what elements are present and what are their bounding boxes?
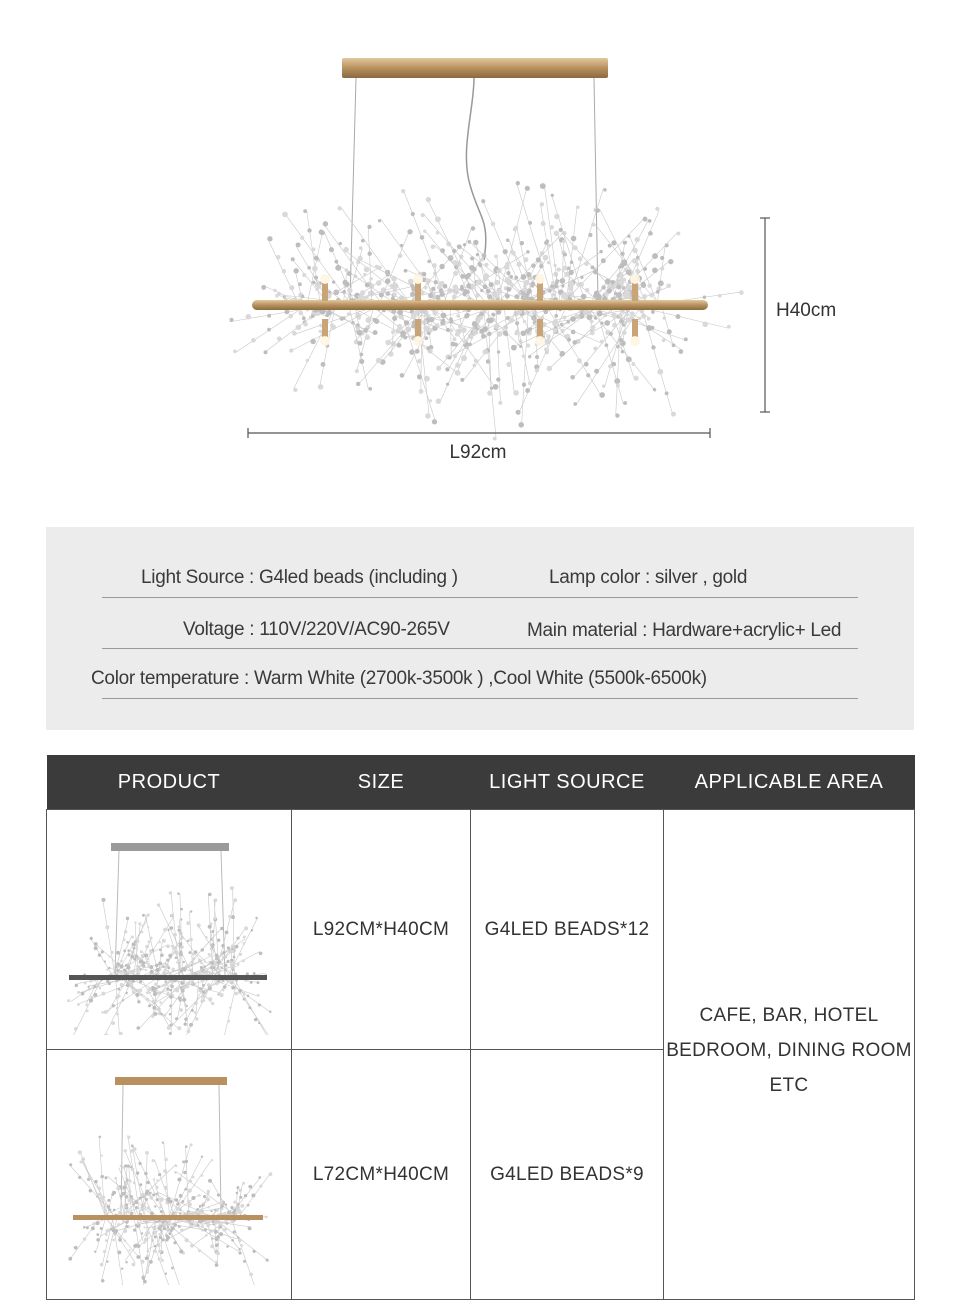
header-size: SIZE (292, 755, 471, 810)
product-image-silver (47, 810, 292, 1050)
spec-light-source: Light Source : G4led beads (including ) (141, 567, 458, 588)
central-bar (252, 300, 708, 310)
product-table (46, 755, 915, 1300)
light-source-cell: G4LED BEADS*12 (471, 810, 664, 1050)
product-image-gold (47, 1050, 292, 1300)
header-product: PRODUCT (47, 755, 292, 810)
length-label: L92cm (449, 442, 507, 463)
specs-panel (46, 527, 914, 730)
area-line: CAFE, BAR, HOTEL (699, 1005, 879, 1026)
area-line: BEDROOM, DINING ROOM (666, 1040, 912, 1061)
spec-main-material: Main material : Hardware+acrylic+ Led (527, 620, 842, 641)
chandelier-thumbnail-silver (59, 825, 279, 1035)
chandelier-illustration (0, 0, 960, 500)
table-row (47, 810, 915, 1050)
wire-right (594, 78, 598, 300)
spec-voltage: Voltage : 110V/220V/AC90-265V (183, 619, 450, 640)
applicable-area-cell (664, 810, 915, 1300)
height-label: H40cm (776, 300, 837, 321)
spec-divider (102, 648, 858, 649)
header-light-source: LIGHT SOURCE (471, 755, 664, 810)
canopy (342, 58, 608, 78)
size-cell: L92CM*H40CM (292, 810, 471, 1050)
light-source-cell: G4LED BEADS*9 (471, 1050, 664, 1300)
header-applicable-area: APPLICABLE AREA (664, 755, 915, 810)
crystal-cluster (229, 181, 743, 440)
power-cord (466, 78, 485, 260)
size-cell: L72CM*H40CM (292, 1050, 471, 1300)
area-line: ETC (769, 1075, 809, 1096)
spec-divider (102, 597, 858, 598)
spec-divider (102, 698, 858, 699)
chandelier-thumbnail-gold (59, 1065, 279, 1285)
hero-section (0, 0, 960, 500)
spec-lamp-color: Lamp color : silver , gold (549, 567, 748, 588)
table-header-row (47, 755, 915, 810)
spec-color-temperature: Color temperature : Warm White (2700k-3500k ) ,Cool White (5500k-6500k) (91, 668, 707, 689)
